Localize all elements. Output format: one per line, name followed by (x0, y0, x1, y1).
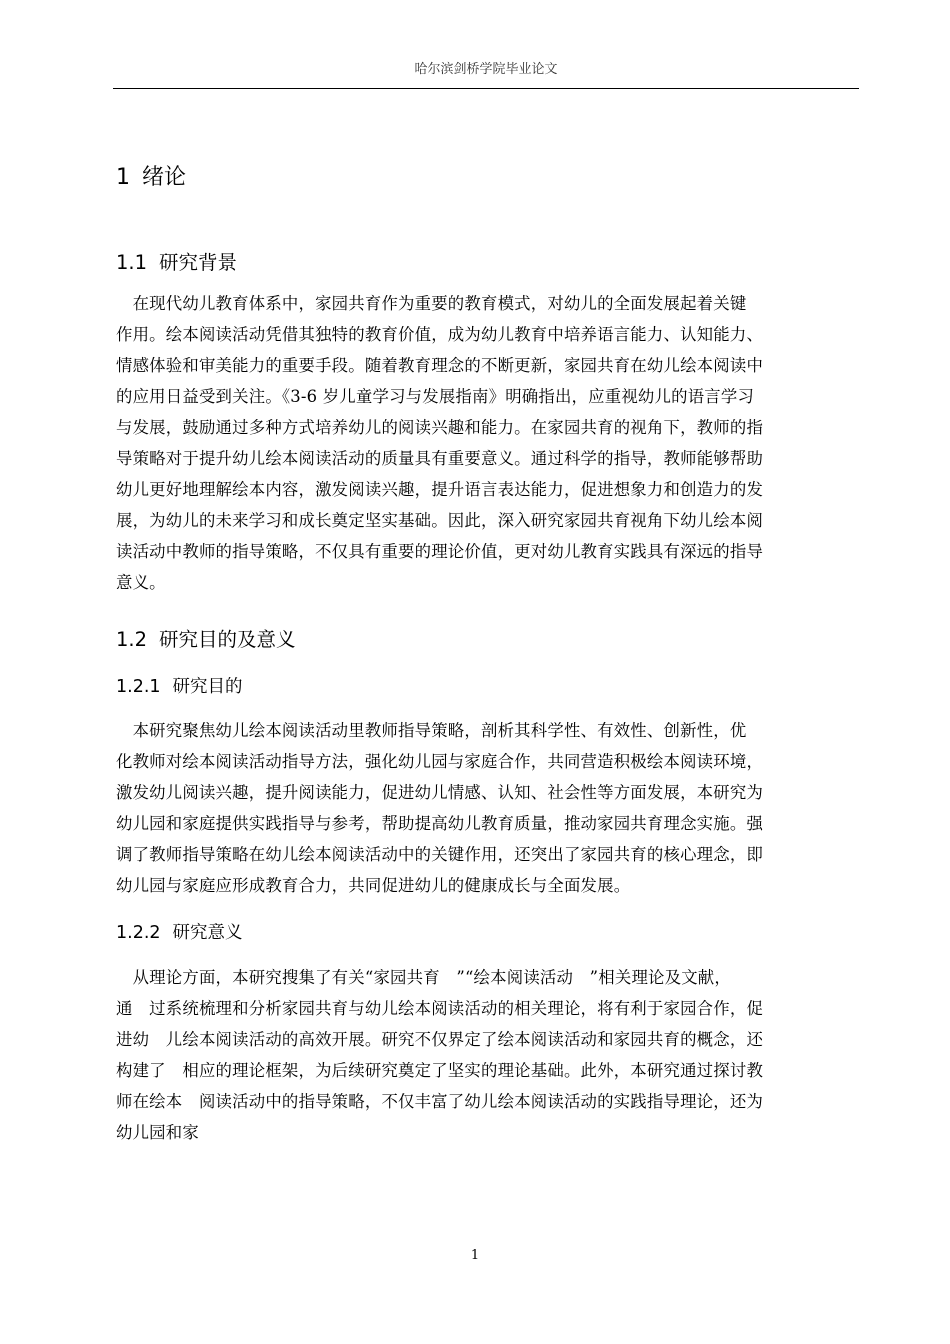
paragraph-significance (116, 962, 861, 1148)
paragraph-line: 师在绘本 阅读活动中的指导策略，不仅丰富了幼儿绘本阅读活动的实践指导理论，还为 (116, 1092, 764, 1111)
section-title: 研究背景 (159, 251, 238, 274)
chapter-title: 绪论 (142, 165, 187, 190)
paragraph-line: 幼儿园和家 (116, 1123, 199, 1142)
paragraph-line: 幼儿更好地理解绘本内容，激发阅读兴趣，提升语言表达能力，促进想象力和创造力的发 (116, 480, 764, 499)
paragraph-line: 调了教师指导策略在幼儿绘本阅读活动中的关键作用，还突出了家园共育的核心理念，即 (116, 845, 764, 864)
section-title: 研究目的及意义 (159, 628, 296, 651)
paragraph-line: 从理论方面，本研究搜集了有关“家园共育 ”“绘本阅读活动 ”相关理论及文献， (116, 968, 731, 987)
subsection-heading-purpose (116, 673, 243, 701)
paragraph-line: 的应用日益受到关注。《3-6 岁儿童学习与发展指南》明确指出，应重视幼儿的语言学习 (116, 387, 755, 406)
subsection-heading-significance (116, 919, 243, 947)
paragraph-line: 激发幼儿阅读兴趣，提升阅读能力，促进幼儿情感、认知、社会性等方面发展，本研究为 (116, 783, 764, 802)
paragraph-line: 进幼 儿绘本阅读活动的高效开展。研究不仅界定了绘本阅读活动和家园共育的概念，还 (116, 1030, 764, 1049)
paragraph-line: 本研究聚焦幼儿绘本阅读活动里教师指导策略，剖析其科学性、有效性、创新性，优 (116, 721, 747, 740)
subsection-number: 1.2.1 (116, 677, 161, 697)
chapter-number: 1 (116, 165, 130, 190)
paragraph-line: 读活动中教师的指导策略，不仅具有重要的理论价值，更对幼儿教育实践具有深远的指导 (116, 542, 764, 561)
paragraph-line: 通 过系统梳理和分析家园共育与幼儿绘本阅读活动的相关理论，将有利于家园合作，促 (116, 999, 764, 1018)
paragraph-purpose (116, 715, 861, 901)
paragraph-line: 在现代幼儿教育体系中，家园共育作为重要的教育模式，对幼儿的全面发展起着关键 (116, 294, 747, 313)
paragraph-line: 构建了 相应的理论框架，为后续研究奠定了坚实的理论基础。此外，本研究通过探讨教 (116, 1061, 764, 1080)
subsection-title: 研究意义 (172, 923, 243, 943)
paragraph-line: 导策略对于提升幼儿绘本阅读活动的质量具有重要意义。通过科学的指导，教师能够帮助 (116, 449, 764, 468)
page-number: 1 (470, 1248, 480, 1263)
subsection-title: 研究目的 (172, 677, 243, 697)
section-heading-purpose (116, 625, 296, 655)
paragraph-line: 展，为幼儿的未来学习和成长奠定坚实基础。因此，深入研究家园共育视角下幼儿绘本阅 (116, 511, 764, 530)
paragraph-line: 与发展，鼓励通过多种方式培养幼儿的阅读兴趣和能力。在家园共育的视角下，教师的指 (116, 418, 764, 437)
running-header: 哈尔滨剑桥学院毕业论文 (414, 62, 558, 77)
header-divider (113, 88, 859, 89)
subsection-number: 1.2.2 (116, 923, 161, 943)
paragraph-line: 情感体验和审美能力的重要手段。随着教育理念的不断更新，家园共育在幼儿绘本阅读中 (116, 356, 764, 375)
chapter-heading (116, 162, 186, 194)
section-heading-background (116, 248, 237, 278)
paragraph-line: 幼儿园与家庭应形成教育合力，共同促进幼儿的健康成长与全面发展。 (116, 876, 631, 895)
paragraph-line: 意义。 (116, 573, 166, 592)
section-number: 1.2 (116, 628, 148, 651)
paragraph-line: 作用。绘本阅读活动凭借其独特的教育价值，成为幼儿教育中培养语言能力、认知能力、 (116, 325, 764, 344)
paragraph-line: 幼儿园和家庭提供实践指导与参考，帮助提高幼儿教育质量，推动家园共育理念实施。强 (116, 814, 764, 833)
paragraph-background (116, 288, 861, 598)
section-number: 1.1 (116, 251, 148, 274)
paragraph-line: 化教师对绘本阅读活动指导方法，强化幼儿园与家庭合作，共同营造积极绘本阅读环境， (116, 752, 764, 771)
